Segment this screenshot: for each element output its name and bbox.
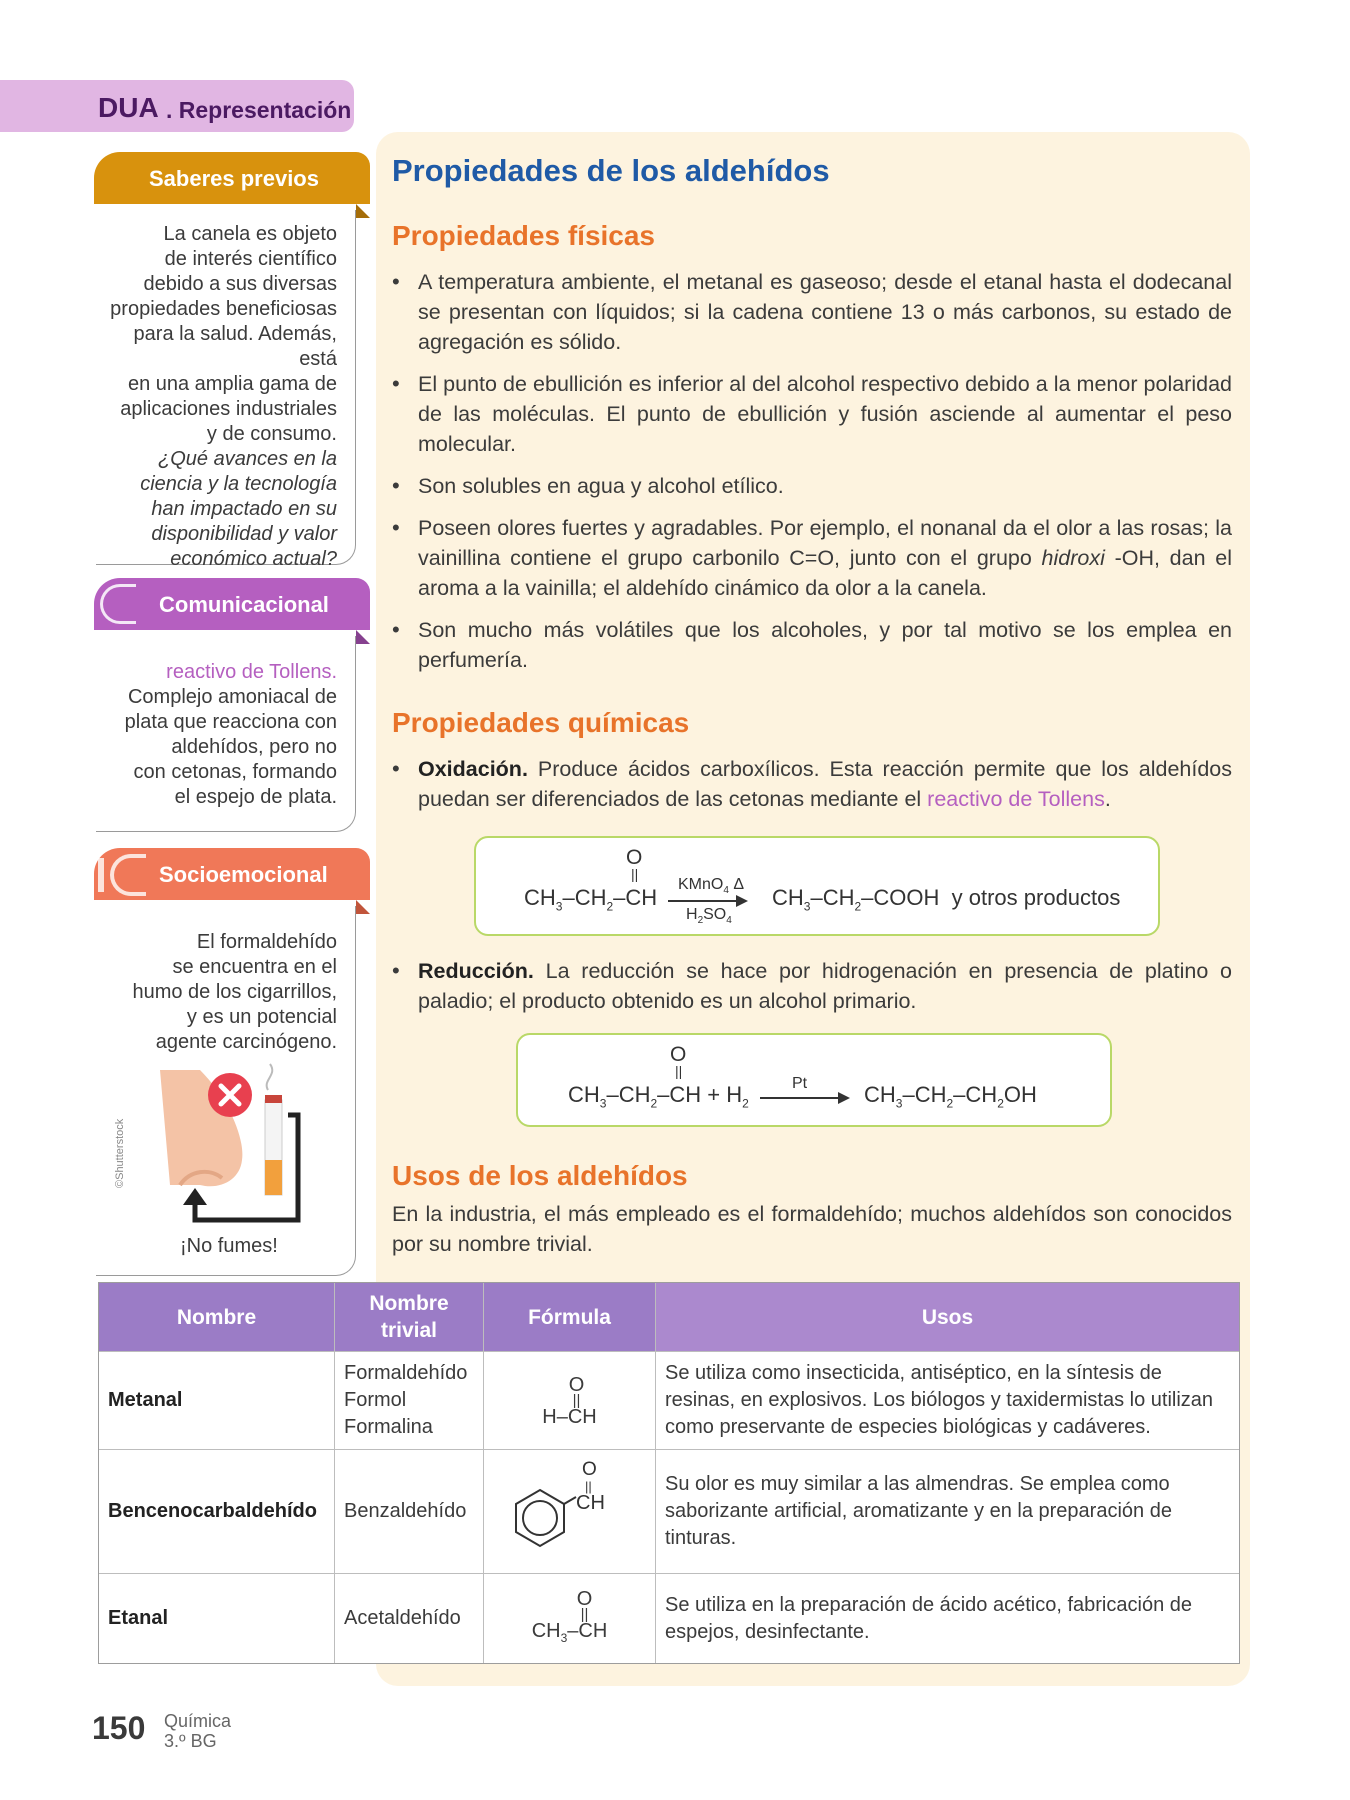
footer-grade: 3.º BG [164, 1731, 217, 1751]
saberes-previos-body: La canela es objeto de interés científico debido a sus diversas propiedades beneficiosas para la salud. Además, está en una amplia gama de aplicaciones industriales y de consumo. ¿Qué avances en la ciencia y la tecnología han impactado en su disponibilidad y valor económico actual? [96, 210, 356, 565]
list-item: • El punto de ebullición es inferior al del alcohol respectivo debido a la menor polaridad de las moléculas. El punto de ebullición y fusión asciende al aumentar el peso molecular. [392, 369, 1232, 459]
socioemocional-c-icon [110, 854, 146, 896]
svg-text:O: O [581, 1458, 597, 1480]
socioemocional-i-icon [98, 858, 104, 892]
no-smoking-illustration [150, 1060, 310, 1235]
dua-subtitle: . Representación [166, 97, 352, 123]
reduction-item: • Reducción. La reducción se hace por hidrogenación en presencia de platino o paladio; el producto obtenido es un alcohol primario. [392, 956, 1232, 1028]
reduction-reaction: O || $CH_3-CH_2-CH + H_2$ Pt $CH_3-CH_2-CH_2OH$ [516, 1033, 1112, 1127]
usos-paragraph: En la industria, el más empleado es el formaldehído; muchos aldehídos son conocidos por su nombre trivial. [392, 1202, 1232, 1256]
benzene-ring-icon [510, 1457, 630, 1567]
list-item: • Poseen olores fuertes y agradables. Por ejemplo, el nonanal da el olor a las rosas; la vainillina contiene el grupo carbonilo C=O, junto con el grupo hidroxi -OH, dan el aroma a la vainilla; el aldehído cinámico da olor a la canela. [392, 513, 1232, 603]
socioemocional-title: Socioemocional [159, 862, 328, 887]
formula-benzaldehido [484, 1450, 656, 1573]
comunicacional-c-icon [100, 584, 136, 624]
physical-properties-list [392, 267, 1232, 687]
image-credit: ©Shutterstock [114, 1118, 126, 1188]
table-row: Etanal Acetaldehído O || $CH_3-CH$ Se utiliza en la preparación de ácido acético, fabricación de espejos, desinfectante. [99, 1573, 1239, 1663]
list-item: • Son solubles en agua y alcohol etílico. [392, 471, 1232, 501]
comunicacional-body: reactivo de Tollens. Complejo amoniacal de plata que reacciona con aldehídos, pero no con cetonas, formando el espejo de plata. [96, 636, 356, 832]
saberes-previos-header [94, 152, 370, 204]
footer-subject: Química [164, 1711, 232, 1731]
page-title: Propiedades de los aldehídos [392, 153, 830, 188]
oxidation-item: • Oxidación. Produce ácidos carboxílicos. Esta reacción permite que los aldehídos puedan ser diferenciados de las cetonas mediante el reactivo de Tollens. [392, 754, 1232, 826]
header-nombre-trivial: Nombre trivial [335, 1283, 484, 1351]
fold-corner [356, 900, 370, 914]
svg-text:||: || [584, 1478, 592, 1494]
section-title-fisicas: Propiedades físicas [392, 220, 656, 251]
table-row: Bencenocarbaldehído Benzaldehído O || CH Su olor es muy similar a las almendras. Se emplea como saborizante artificial, aromatizante y en la preparación de tinturas. [99, 1449, 1239, 1573]
table-header [99, 1283, 1239, 1351]
section-title-usos: Usos de los aldehídos [392, 1160, 688, 1191]
formula-metanal: O || H–CH [484, 1352, 656, 1449]
list-item: • Son mucho más volátiles que los alcoholes, y por tal motivo se los emplea en perfumería. [392, 615, 1232, 675]
fold-corner [356, 630, 370, 644]
formula-etanal: O || $CH_3-CH$ [484, 1574, 656, 1663]
dua-tab [0, 80, 354, 132]
table-row: Metanal Formaldehído Formol Formalina O || H–CH Se utiliza como insecticida, antiséptico, en la síntesis de resinas, en explosivos. Los biólogos y taxidermistas lo utilizan como preservante de especies biológicas y cadáveres. [99, 1351, 1239, 1449]
aldehydes-table [98, 1282, 1240, 1664]
header-nombre: Nombre [99, 1283, 335, 1351]
dua-label: DUA [98, 92, 159, 123]
socioemocional-header [94, 848, 370, 900]
comunicacional-header [94, 578, 370, 630]
socioemocional-body: El formaldehído se encuentra en el humo de los cigarrillos, y es un potencial agente carcinógeno. [96, 906, 356, 1276]
svg-text:CH: CH [575, 1491, 605, 1514]
tollens-link: reactivo de Tollens [927, 787, 1105, 811]
header-usos: Usos [656, 1283, 1239, 1351]
page-number: 150 [92, 1710, 146, 1746]
list-item: • A temperatura ambiente, el metanal es gaseoso; desde el etanal hasta el dodecanal se presentan con líquidos; si la cadena contiene 13 o más carbonos, su estado de agregación es sólido. [392, 267, 1232, 357]
glossary-term: reactivo de Tollens. [166, 661, 337, 683]
fold-corner [356, 204, 370, 218]
comunicacional-title: Comunicacional [159, 592, 329, 617]
oxidation-reaction: O || $CH_3-CH_2-CH$ KMnO$_4$ Δ $H_2SO_4$ $CH_3-CH_2$–COOH y otros productos [474, 836, 1160, 936]
header-formula: Fórmula [484, 1283, 656, 1351]
section-title-quimicas: Propiedades químicas [392, 707, 690, 738]
no-smoking-caption: ¡No fumes! [180, 1235, 278, 1257]
saberes-previos-title: Saberes previos [149, 166, 319, 191]
